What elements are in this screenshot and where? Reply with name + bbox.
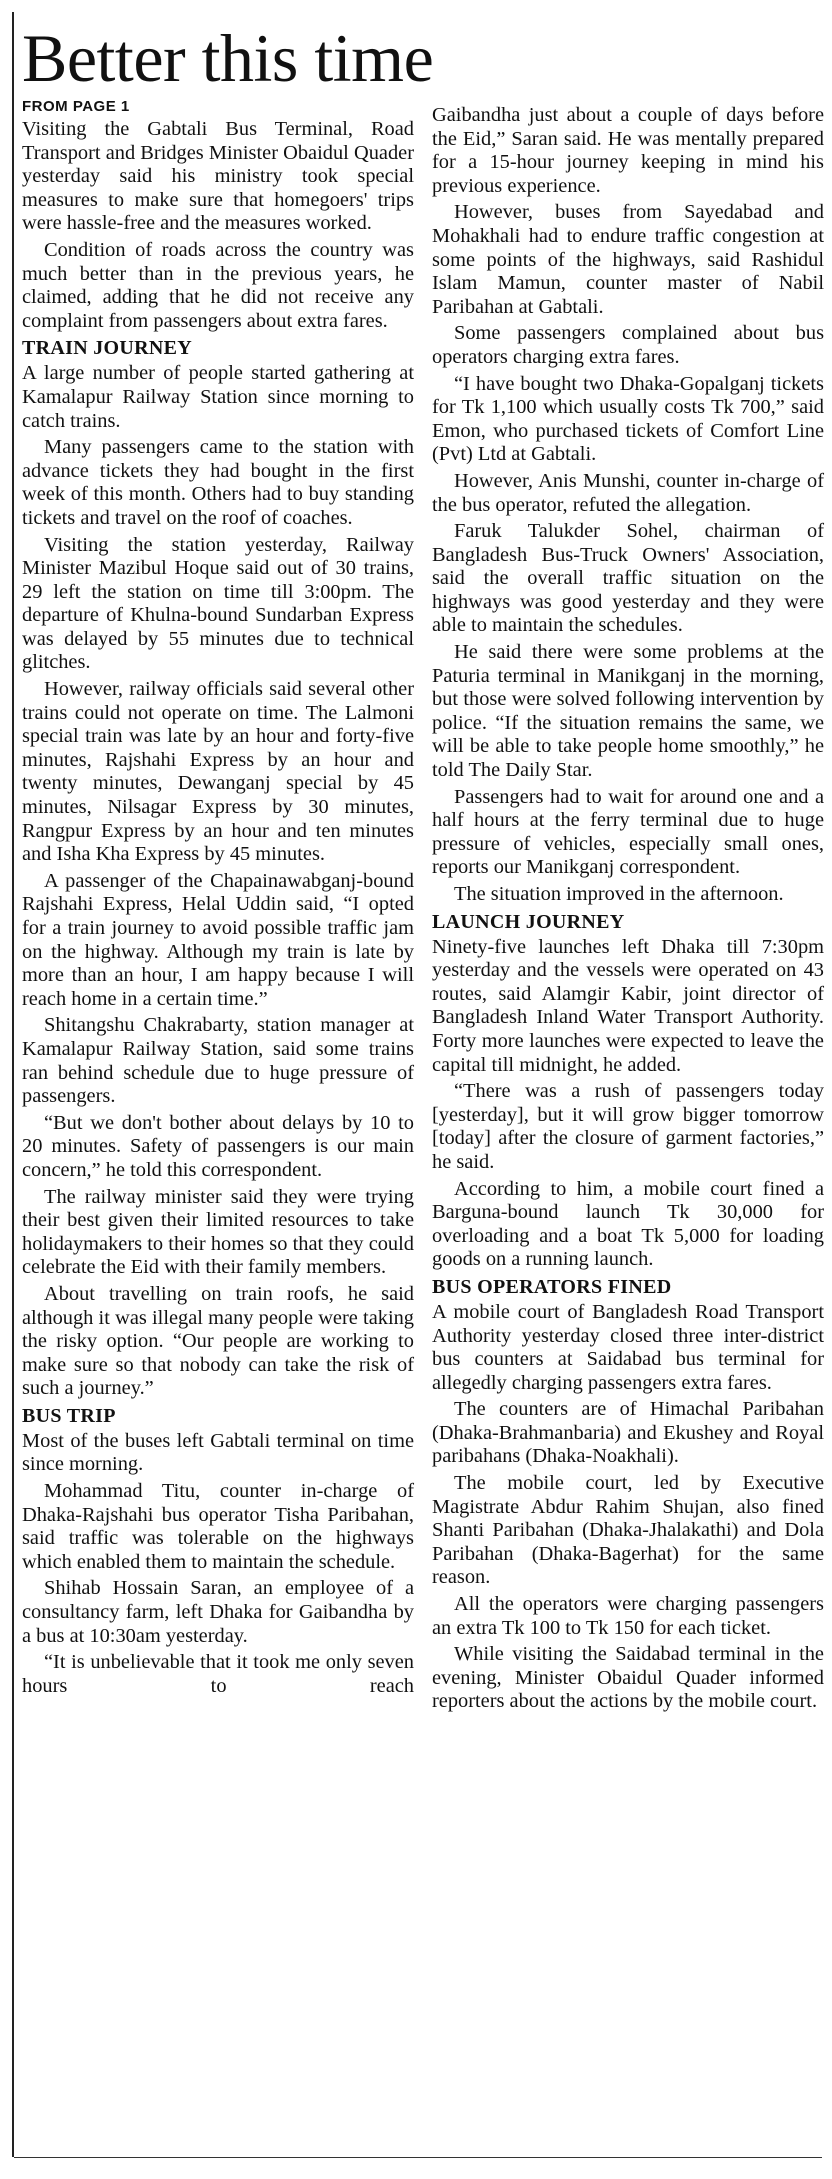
paragraph: However, Anis Munshi, counter in-charge of the bus operator, refuted the allegation. bbox=[432, 469, 824, 516]
section-subhead: BUS OPERATORS FINED bbox=[432, 1275, 672, 1298]
paragraph: The railway minister said they were trying their best given their limited resources to take holidaymakers to their homes so that they could celebrate the Eid with their family members. bbox=[22, 1185, 414, 1279]
right-column bbox=[432, 104, 824, 1717]
paragraph: “It is unbelievable that it took me only seven hours to reach bbox=[22, 1651, 414, 1697]
section-subhead: LAUNCH JOURNEY bbox=[432, 910, 625, 933]
paragraph: Faruk Talukder Sohel, chairman of Bangladesh Bus-Truck Owners' Association, said the overall traffic situation on the highways was good yesterday and they were able to maintain the schedules. bbox=[432, 520, 824, 637]
bottom-rule bbox=[14, 2157, 822, 2158]
continued-paragraph: Gaibandha just about a couple of days before the Eid,” Saran said. He was mentally prepared for a 15-hour journey keeping in mind his previous experience. bbox=[432, 104, 824, 197]
paragraph: Most of the buses left Gabtali terminal on time since morning. bbox=[22, 1429, 414, 1476]
left-column bbox=[22, 98, 414, 1701]
paragraph: The situation improved in the afternoon. bbox=[454, 883, 784, 905]
headline: Better this time bbox=[22, 20, 434, 96]
paragraph: A large number of people started gathering at Kamalapur Railway Station since morning to catch trains. bbox=[22, 362, 414, 432]
paragraph: Many passengers came to the station with advance tickets they had bought in the first week of this month. Others had to buy standing tickets and travel on the roof of coaches. bbox=[22, 436, 414, 529]
paragraph: Condition of roads across the country was much better than in the previous years, he claimed, adding that he did not receive any complaint from passengers about extra fares. bbox=[22, 238, 414, 332]
paragraph: “But we don't bother about delays by 10 to 20 minutes. Safety of passengers is our main concern,” he told this correspondent. bbox=[22, 1111, 414, 1181]
paragraph: A mobile court of Bangladesh Road Transport Authority yesterday closed three inter-district bus counters at Saidabad bus terminal for allegedly charging passengers extra fares. bbox=[432, 1300, 824, 1394]
paragraph: Passengers had to wait for around one and a half hours at the ferry terminal due to huge pressure of vehicles, especially small ones, reports our Manikganj correspondent. bbox=[432, 785, 824, 879]
from-page-label: FROM PAGE 1 bbox=[22, 98, 130, 115]
paragraph: Visiting the Gabtali Bus Terminal, Road Transport and Bridges Minister Obaidul Quader yesterday said his ministry took special measures to make sure that homegoers' trips were hassle-free and the measures worked. bbox=[22, 118, 414, 235]
paragraph: Shihab Hossain Saran, an employee of a consultancy farm, left Dhaka for Gaibandha by a bus at 10:30am yesterday. bbox=[22, 1577, 414, 1647]
section-subhead: TRAIN JOURNEY bbox=[22, 337, 193, 360]
paragraph: The mobile court, led by Executive Magistrate Abdur Rahim Shujan, also fined Shanti Paribahan (Dhaka-Jhalakathi) and Dola Paribahan (Dhaka-Bagerhat) for the same reason. bbox=[432, 1472, 824, 1589]
paragraph: All the operators were charging passengers an extra Tk 100 to Tk 150 for each ticket. bbox=[432, 1593, 824, 1639]
paragraph: Visiting the station yesterday, Railway Minister Mazibul Hoque said out of 30 trains, 29 left the station on time till 3:00pm. The departure of Khulna-bound Sundarban Express was delayed by 55 minutes due to technical glitches. bbox=[22, 533, 414, 674]
paragraph: A passenger of the Chapainawabganj-bound Rajshahi Express, Helal Uddin said, “I opted for a train journey to avoid possible traffic jam on the highway. Although my train is late by more than an hour, I am happy because I will reach home in a certain time.” bbox=[22, 869, 414, 1010]
paragraph: While visiting the Saidabad terminal in the evening, Minister Obaidul Quader informed reporters about the actions by the mobile court. bbox=[432, 1643, 824, 1713]
paragraph: Shitangshu Chakrabarty, station manager at Kamalapur Railway Station, said some trains ran behind schedule due to huge pressure of passengers. bbox=[22, 1014, 414, 1108]
section-subhead: BUS TRIP bbox=[22, 1404, 116, 1427]
paragraph: He said there were some problems at the Paturia terminal in Manikganj in the morning, but those were solved following intervention by police. “If the situation remains the same, we will be able to take people home smoothly,” he told The Daily Star. bbox=[432, 641, 824, 782]
paragraph: Mohammad Titu, counter in-charge of Dhaka-Rajshahi bus operator Tisha Paribahan, said traffic was tolerable on the highways which enabled them to maintain the schedule. bbox=[22, 1480, 414, 1573]
paragraph: According to him, a mobile court fined a Barguna-bound launch Tk 30,000 for overloading and a boat Tk 5,000 for loading goods on a running launch. bbox=[432, 1177, 824, 1271]
paragraph: However, buses from Sayedabad and Mohakhali had to endure traffic congestion at some points of the highways, said Rashidul Islam Mamun, counter master of Nabil Paribahan at Gabtali. bbox=[432, 201, 824, 318]
paragraph: The counters are of Himachal Paribahan (Dhaka-Brahmanbaria) and Ekushey and Royal paribahans (Dhaka-Noakhali). bbox=[432, 1398, 824, 1468]
paragraph: Some passengers complained about bus operators charging extra fares. bbox=[432, 322, 824, 368]
left-column-rule bbox=[12, 12, 14, 2157]
paragraph: About travelling on train roofs, he said although it was illegal many people were taking the risky option. “Our people are working to make sure so that nobody can take the risk of such a journey.” bbox=[22, 1282, 414, 1400]
paragraph: Ninety-five launches left Dhaka till 7:30pm yesterday and the vessels were operated on 43 routes, said Alamgir Kabir, joint director of Bangladesh Inland Water Transport Authority. Forty more launches were expected to leave the capital till midnight, he added. bbox=[432, 935, 824, 1076]
paragraph: “There was a rush of passengers today [yesterday], but it will grow bigger tomorrow [today] after the closure of garment factories,” he said. bbox=[432, 1080, 824, 1173]
paragraph: However, railway officials said several other trains could not operate on time. The Lalmoni special train was late by an hour and forty-five minutes, Rajshahi Express by an hour and twenty minutes, Dewanganj special by 45 minutes, Nilsagar Express by 30 minutes, Rangpur Express by an hour and ten minutes and Isha Kha Express by 45 minutes. bbox=[22, 678, 414, 866]
paragraph: “I have bought two Dhaka-Gopalganj tickets for Tk 1,100 which usually costs Tk 700,” said Emon, who purchased tickets of Comfort Line (Pvt) Ltd at Gabtali. bbox=[432, 372, 824, 466]
